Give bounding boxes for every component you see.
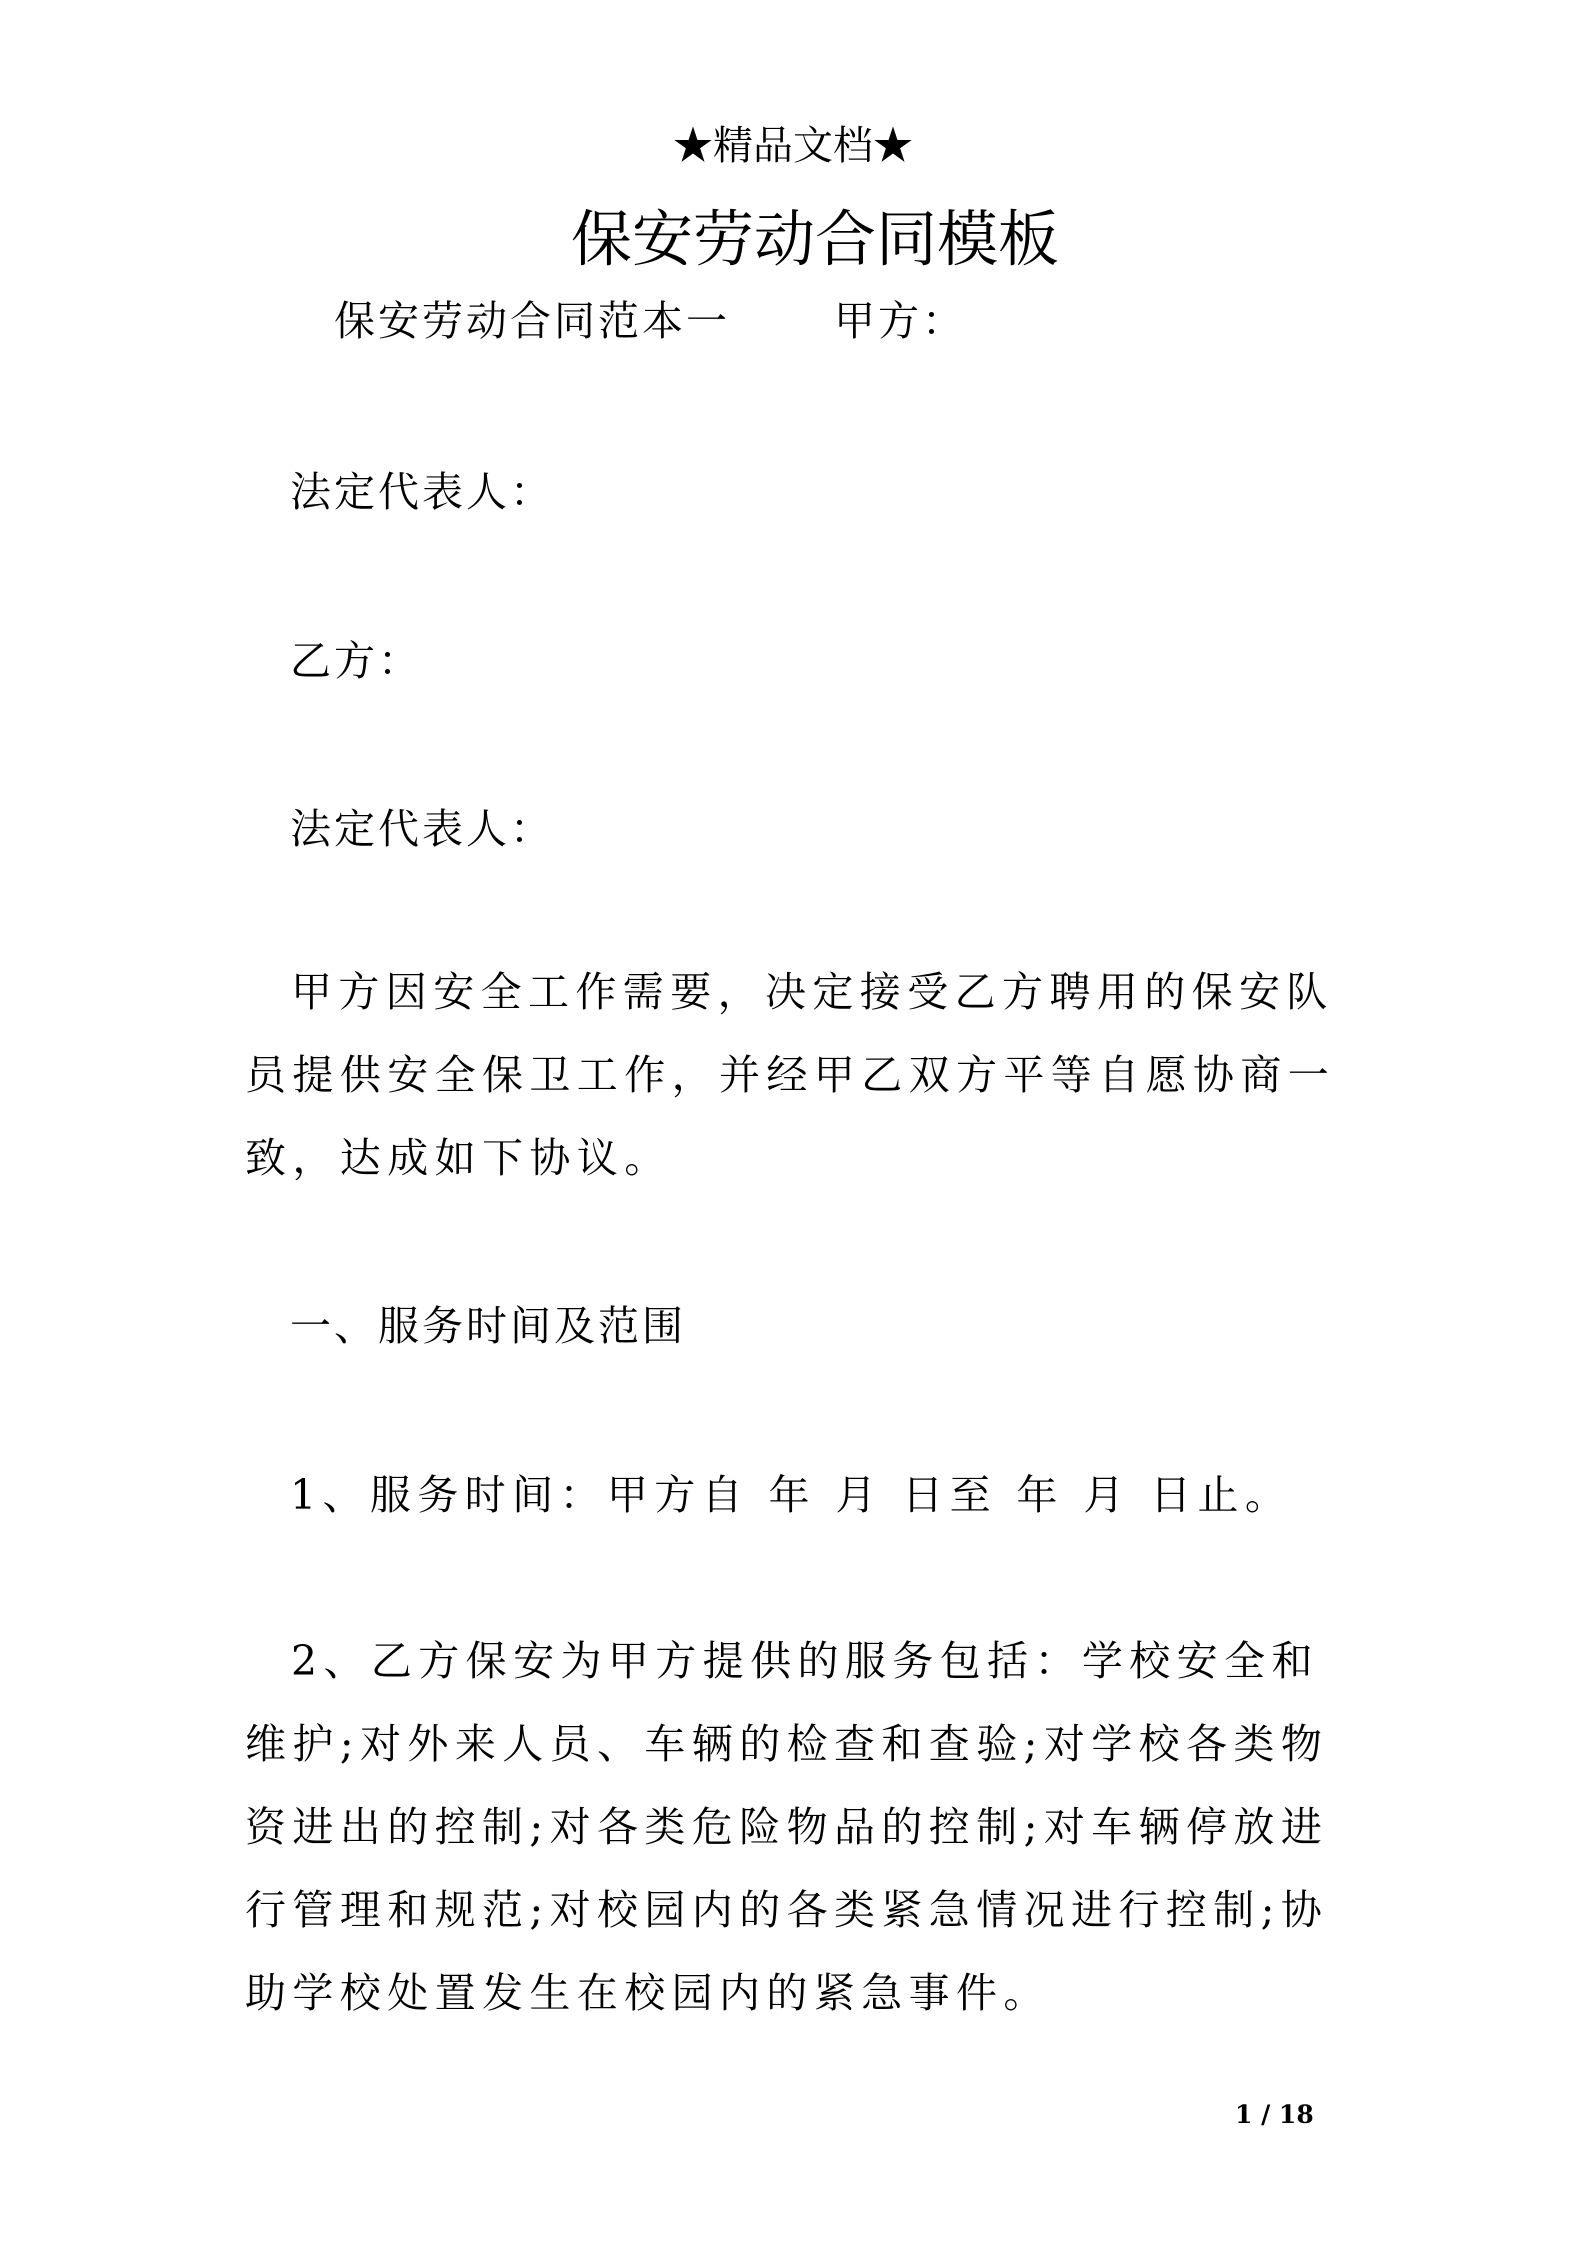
featured-document-mark: ★精品文档★ <box>673 123 913 169</box>
service-scope-paragraph: 2、乙方保安为甲方提供的服务包括：学校安全和维护;对外来人员、车辆的检查和查验;对学校各类物资进出的控制;对各类危险物品的控制;对车辆停放进行管理和规范;对校园内的各类紧急情况进行控制;协助学校处置发生在校园内的紧急事件。 <box>245 1637 1329 2017</box>
contract-sample-and-party-a-line: 保安劳动合同范本一 甲方： <box>334 297 967 345</box>
page-number: 1 / 18 <box>1235 2100 1314 2129</box>
legal-representative-label: 法定代表人： <box>290 468 554 516</box>
legal-representative-label: 法定代表人： <box>290 805 554 853</box>
agreement-intro-paragraph: 甲方因安全工作需要，决定接受乙方聘用的保安队员提供安全保卫工作，并经甲乙双方平等自愿协商一致，达成如下协议。 <box>245 968 1336 1182</box>
document-title: 保安劳动合同模板 <box>570 204 1059 275</box>
party-b-label: 乙方： <box>290 637 422 685</box>
service-time-clause: 1、服务时间：甲方自 年 月 日至 年 月 日止。 <box>290 1471 1293 1519</box>
section-heading: 一、服务时间及范围 <box>290 1302 686 1350</box>
